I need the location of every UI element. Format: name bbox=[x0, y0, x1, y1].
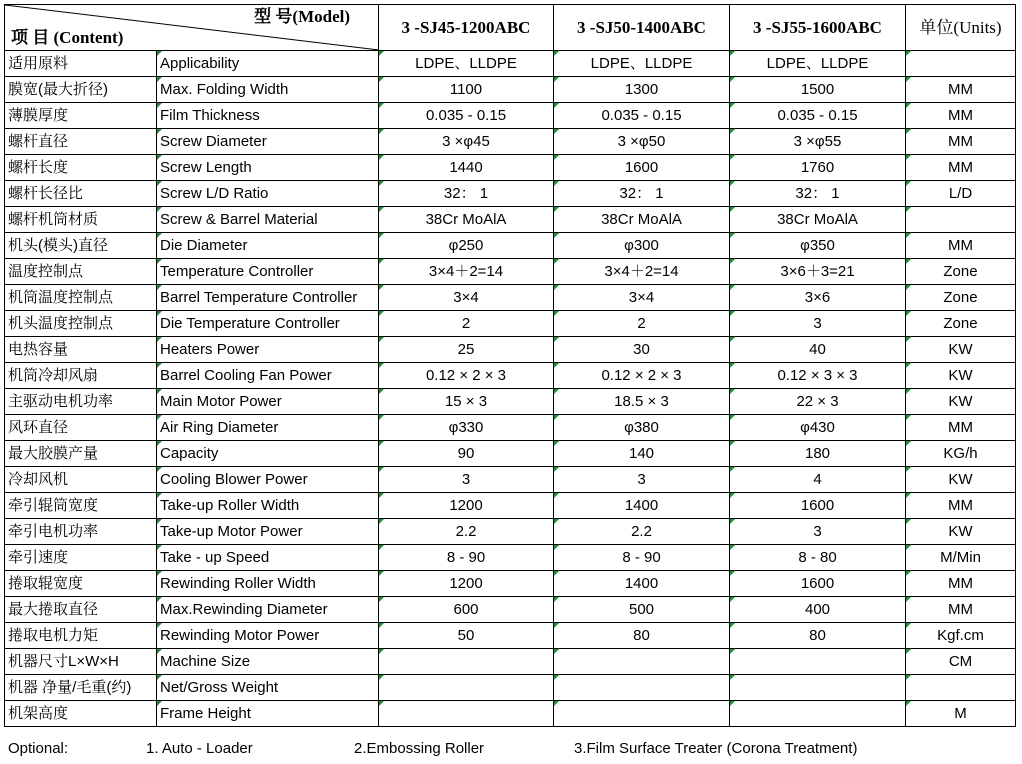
item-name-cn: 螺杆长径比 bbox=[5, 181, 157, 207]
item-name-cn: 机头温度控制点 bbox=[5, 311, 157, 337]
value-model-3: 4 bbox=[730, 467, 906, 493]
item-name-cn: 温度控制点 bbox=[5, 259, 157, 285]
item-name-cn: 风环直径 bbox=[5, 415, 157, 441]
value-model-3 bbox=[730, 649, 906, 675]
item-name-en: Heaters Power bbox=[157, 337, 379, 363]
spec-row bbox=[5, 103, 1016, 129]
value-model-1: 0.12 × 2 × 3 bbox=[379, 363, 554, 389]
value-model-1: φ330 bbox=[379, 415, 554, 441]
value-model-3: 3×6＋3=21 bbox=[730, 259, 906, 285]
value-model-1: 2 bbox=[379, 311, 554, 337]
value-model-3: 22 × 3 bbox=[730, 389, 906, 415]
item-name-en: Barrel Cooling Fan Power bbox=[157, 363, 379, 389]
item-name-cn: 机筒冷却风扇 bbox=[5, 363, 157, 389]
item-name-cn: 螺杆直径 bbox=[5, 129, 157, 155]
spec-row bbox=[5, 649, 1016, 675]
unit-cell: KW bbox=[906, 467, 1016, 493]
value-model-2: 1400 bbox=[554, 571, 730, 597]
value-model-2: 500 bbox=[554, 597, 730, 623]
item-name-en: Frame Height bbox=[157, 701, 379, 727]
value-model-2: 32： 1 bbox=[554, 181, 730, 207]
spec-row bbox=[5, 259, 1016, 285]
spec-row bbox=[5, 441, 1016, 467]
item-name-cn: 捲取辊宽度 bbox=[5, 571, 157, 597]
model-label: 型 号(Model) bbox=[254, 7, 350, 26]
value-model-3: 3×6 bbox=[730, 285, 906, 311]
item-name-en: Screw L/D Ratio bbox=[157, 181, 379, 207]
item-name-en: Screw Length bbox=[157, 155, 379, 181]
spec-row bbox=[5, 623, 1016, 649]
unit-cell: KW bbox=[906, 389, 1016, 415]
optional-item-3: 3.Film Surface Treater (Corona Treatment) bbox=[574, 740, 858, 757]
unit-cell: Kgf.cm bbox=[906, 623, 1016, 649]
value-model-3: 3 bbox=[730, 311, 906, 337]
value-model-3: φ430 bbox=[730, 415, 906, 441]
value-model-1: 1440 bbox=[379, 155, 554, 181]
value-model-2: 38Cr MoAlA bbox=[554, 207, 730, 233]
unit-cell: MM bbox=[906, 233, 1016, 259]
item-name-cn: 机头(模头)直径 bbox=[5, 233, 157, 259]
value-model-2: 0.12 × 2 × 3 bbox=[554, 363, 730, 389]
unit-cell: CM bbox=[906, 649, 1016, 675]
spec-row bbox=[5, 77, 1016, 103]
item-name-en: Film Thickness bbox=[157, 103, 379, 129]
unit-cell: KW bbox=[906, 337, 1016, 363]
value-model-2: 2.2 bbox=[554, 519, 730, 545]
value-model-2: 3 bbox=[554, 467, 730, 493]
unit-cell: Zone bbox=[906, 311, 1016, 337]
value-model-3: LDPE、LLDPE bbox=[730, 51, 906, 77]
item-name-en: Take-up Motor Power bbox=[157, 519, 379, 545]
value-model-2: 3 ×φ50 bbox=[554, 129, 730, 155]
model-header-1: 3 -SJ45-1200ABC bbox=[379, 5, 554, 51]
value-model-1: 600 bbox=[379, 597, 554, 623]
spec-row bbox=[5, 571, 1016, 597]
item-name-en: Net/Gross Weight bbox=[157, 675, 379, 701]
unit-cell: KW bbox=[906, 363, 1016, 389]
value-model-2: φ300 bbox=[554, 233, 730, 259]
value-model-2: φ380 bbox=[554, 415, 730, 441]
item-name-en: Applicability bbox=[157, 51, 379, 77]
model-header-2: 3 -SJ50-1400ABC bbox=[554, 5, 730, 51]
item-name-en: Air Ring Diameter bbox=[157, 415, 379, 441]
value-model-1: 3×4 bbox=[379, 285, 554, 311]
item-name-en: Barrel Temperature Controller bbox=[157, 285, 379, 311]
unit-cell bbox=[906, 675, 1016, 701]
value-model-1: 2.2 bbox=[379, 519, 554, 545]
unit-cell: M bbox=[906, 701, 1016, 727]
spec-row bbox=[5, 129, 1016, 155]
optional-label: Optional: bbox=[8, 740, 69, 757]
item-name-en: Take-up Roller Width bbox=[157, 493, 379, 519]
value-model-1: 15 × 3 bbox=[379, 389, 554, 415]
unit-cell: MM bbox=[906, 493, 1016, 519]
unit-cell: MM bbox=[906, 129, 1016, 155]
value-model-3: 80 bbox=[730, 623, 906, 649]
value-model-1 bbox=[379, 649, 554, 675]
spec-row bbox=[5, 155, 1016, 181]
value-model-1: 50 bbox=[379, 623, 554, 649]
value-model-1: 1200 bbox=[379, 493, 554, 519]
item-name-en: Main Motor Power bbox=[157, 389, 379, 415]
value-model-3: 40 bbox=[730, 337, 906, 363]
item-name-cn: 牵引辊筒宽度 bbox=[5, 493, 157, 519]
value-model-1: φ250 bbox=[379, 233, 554, 259]
value-model-2: 1600 bbox=[554, 155, 730, 181]
unit-cell bbox=[906, 207, 1016, 233]
item-name-en: Max. Folding Width bbox=[157, 77, 379, 103]
value-model-2 bbox=[554, 701, 730, 727]
spec-row bbox=[5, 311, 1016, 337]
unit-cell: MM bbox=[906, 77, 1016, 103]
item-name-en: Machine Size bbox=[157, 649, 379, 675]
unit-cell: KG/h bbox=[906, 441, 1016, 467]
item-name-cn: 捲取电机力矩 bbox=[5, 623, 157, 649]
value-model-1: 1100 bbox=[379, 77, 554, 103]
value-model-3 bbox=[730, 701, 906, 727]
value-model-2 bbox=[554, 675, 730, 701]
value-model-2 bbox=[554, 649, 730, 675]
item-name-cn: 电热容量 bbox=[5, 337, 157, 363]
item-name-cn: 薄膜厚度 bbox=[5, 103, 157, 129]
value-model-3: 0.035 - 0.15 bbox=[730, 103, 906, 129]
spec-row bbox=[5, 363, 1016, 389]
item-name-cn: 主驱动电机功率 bbox=[5, 389, 157, 415]
value-model-2: 1300 bbox=[554, 77, 730, 103]
value-model-1: 0.035 - 0.15 bbox=[379, 103, 554, 129]
spec-row bbox=[5, 181, 1016, 207]
value-model-1 bbox=[379, 701, 554, 727]
value-model-3: 32： 1 bbox=[730, 181, 906, 207]
unit-cell: MM bbox=[906, 415, 1016, 441]
item-name-cn: 机架高度 bbox=[5, 701, 157, 727]
value-model-1 bbox=[379, 675, 554, 701]
item-name-en: Max.Rewinding Diameter bbox=[157, 597, 379, 623]
value-model-1: 25 bbox=[379, 337, 554, 363]
spec-row bbox=[5, 51, 1016, 77]
value-model-3: φ350 bbox=[730, 233, 906, 259]
value-model-2: 8 - 90 bbox=[554, 545, 730, 571]
optional-item-2: 2.Embossing Roller bbox=[354, 740, 485, 757]
item-name-cn: 最大捲取直径 bbox=[5, 597, 157, 623]
spec-row bbox=[5, 545, 1016, 571]
value-model-3: 0.12 × 3 × 3 bbox=[730, 363, 906, 389]
value-model-3: 8 - 80 bbox=[730, 545, 906, 571]
units-header: 单位(Units) bbox=[906, 5, 1016, 51]
spec-row bbox=[5, 207, 1016, 233]
item-name-cn: 最大胶膜产量 bbox=[5, 441, 157, 467]
unit-cell: M/Min bbox=[906, 545, 1016, 571]
unit-cell: L/D bbox=[906, 181, 1016, 207]
value-model-1: 38Cr MoAlA bbox=[379, 207, 554, 233]
item-name-en: Die Temperature Controller bbox=[157, 311, 379, 337]
value-model-2: 140 bbox=[554, 441, 730, 467]
spec-row bbox=[5, 389, 1016, 415]
value-model-2: 3×4 bbox=[554, 285, 730, 311]
spec-row bbox=[5, 493, 1016, 519]
item-name-en: Take - up Speed bbox=[157, 545, 379, 571]
item-name-en: Rewinding Roller Width bbox=[157, 571, 379, 597]
spec-row bbox=[5, 467, 1016, 493]
spec-row bbox=[5, 675, 1016, 701]
value-model-1: 3 ×φ45 bbox=[379, 129, 554, 155]
unit-cell: KW bbox=[906, 519, 1016, 545]
content-label: 项 目 (Content) bbox=[11, 28, 124, 47]
item-name-cn: 机筒温度控制点 bbox=[5, 285, 157, 311]
item-name-cn: 牵引电机功率 bbox=[5, 519, 157, 545]
unit-cell bbox=[906, 51, 1016, 77]
value-model-1: LDPE、LLDPE bbox=[379, 51, 554, 77]
unit-cell: MM bbox=[906, 155, 1016, 181]
diagonal-header-cell bbox=[5, 5, 379, 51]
item-name-cn: 膜宽(最大折径) bbox=[5, 77, 157, 103]
model-header-3: 3 -SJ55-1600ABC bbox=[730, 5, 906, 51]
spec-row bbox=[5, 597, 1016, 623]
value-model-1: 32： 1 bbox=[379, 181, 554, 207]
value-model-1: 3 bbox=[379, 467, 554, 493]
value-model-3: 400 bbox=[730, 597, 906, 623]
value-model-2: 80 bbox=[554, 623, 730, 649]
unit-cell: Zone bbox=[906, 285, 1016, 311]
value-model-3: 3 ×φ55 bbox=[730, 129, 906, 155]
spec-row bbox=[5, 233, 1016, 259]
value-model-2: 1400 bbox=[554, 493, 730, 519]
item-name-en: Rewinding Motor Power bbox=[157, 623, 379, 649]
item-name-cn: 冷却风机 bbox=[5, 467, 157, 493]
item-name-cn: 机器尺寸L×W×H bbox=[5, 649, 157, 675]
item-name-en: Temperature Controller bbox=[157, 259, 379, 285]
unit-cell: MM bbox=[906, 597, 1016, 623]
item-name-cn: 适用原料 bbox=[5, 51, 157, 77]
spec-row bbox=[5, 519, 1016, 545]
value-model-2: 2 bbox=[554, 311, 730, 337]
value-model-3: 38Cr MoAlA bbox=[730, 207, 906, 233]
value-model-3: 1760 bbox=[730, 155, 906, 181]
value-model-2: 3×4＋2=14 bbox=[554, 259, 730, 285]
header-row bbox=[5, 5, 1016, 51]
item-name-en: Screw Diameter bbox=[157, 129, 379, 155]
item-name-en: Die Diameter bbox=[157, 233, 379, 259]
spec-row bbox=[5, 701, 1016, 727]
item-name-cn: 螺杆长度 bbox=[5, 155, 157, 181]
value-model-1: 3×4＋2=14 bbox=[379, 259, 554, 285]
value-model-3: 180 bbox=[730, 441, 906, 467]
value-model-3: 1500 bbox=[730, 77, 906, 103]
value-model-1: 1200 bbox=[379, 571, 554, 597]
value-model-3: 3 bbox=[730, 519, 906, 545]
item-name-cn: 机器 净量/毛重(约) bbox=[5, 675, 157, 701]
spec-row bbox=[5, 285, 1016, 311]
value-model-1: 90 bbox=[379, 441, 554, 467]
spec-row bbox=[5, 415, 1016, 441]
value-model-2: 0.035 - 0.15 bbox=[554, 103, 730, 129]
spec-table bbox=[4, 4, 1016, 727]
optional-footer bbox=[8, 739, 1018, 759]
value-model-3: 1600 bbox=[730, 571, 906, 597]
value-model-1: 8 - 90 bbox=[379, 545, 554, 571]
spec-row bbox=[5, 337, 1016, 363]
optional-item-1: 1. Auto - Loader bbox=[146, 740, 253, 757]
unit-cell: MM bbox=[906, 103, 1016, 129]
value-model-3: 1600 bbox=[730, 493, 906, 519]
value-model-2: LDPE、LLDPE bbox=[554, 51, 730, 77]
unit-cell: Zone bbox=[906, 259, 1016, 285]
item-name-en: Cooling Blower Power bbox=[157, 467, 379, 493]
value-model-2: 30 bbox=[554, 337, 730, 363]
item-name-cn: 牵引速度 bbox=[5, 545, 157, 571]
item-name-cn: 螺杆机筒材质 bbox=[5, 207, 157, 233]
unit-cell: MM bbox=[906, 571, 1016, 597]
value-model-2: 18.5 × 3 bbox=[554, 389, 730, 415]
item-name-en: Capacity bbox=[157, 441, 379, 467]
item-name-en: Screw & Barrel Material bbox=[157, 207, 379, 233]
value-model-3 bbox=[730, 675, 906, 701]
